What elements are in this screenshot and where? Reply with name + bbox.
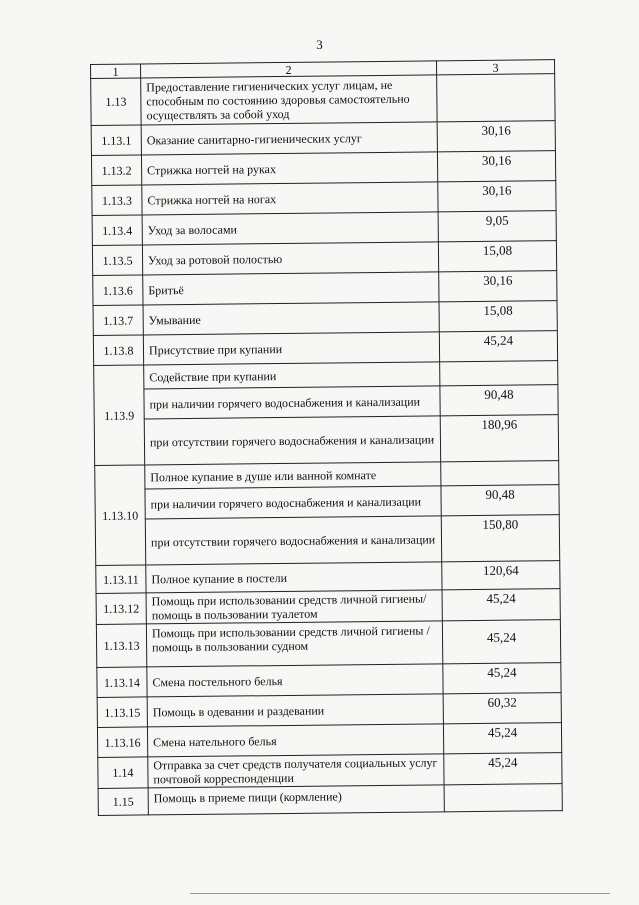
row-name: Содействие при купании [144, 362, 440, 389]
row-price: 9,05 [438, 211, 556, 242]
table-row [93, 301, 557, 336]
row-name: Умывание [143, 302, 439, 335]
row-name: Полное купание в душе или ванной комнате [145, 462, 441, 489]
row-price: 30,16 [437, 121, 555, 152]
row-code: 1.13.11 [96, 565, 146, 594]
subrow-price: 180,96 [440, 415, 558, 462]
row-price: 45,24 [444, 753, 562, 785]
row-price: 120,64 [442, 561, 560, 590]
row-code: 1.13.10 [95, 465, 146, 566]
services-table-wrapper [90, 59, 562, 816]
page-number: 3 [316, 37, 323, 52]
header-col-3: 3 [436, 60, 554, 75]
table-row [91, 121, 555, 156]
row-code: 1.14 [98, 757, 148, 789]
row-name: Помощь при использовании средств личной гигиены / помощь в пользовании судном [146, 621, 442, 667]
row-price: 45,24 [442, 589, 560, 621]
row-name: Бритьё [143, 272, 439, 305]
subrow-name: при отсутствии горячего водоснабжения и канализации [144, 416, 440, 465]
row-code: 1.13.5 [92, 245, 142, 276]
row-code: 1.13.13 [96, 624, 146, 668]
table-row [92, 211, 556, 246]
table-row [91, 74, 555, 126]
subrow-name: при отсутствии горячего водоснабжения и канализации [145, 516, 441, 565]
subrow-name: при наличии горячего водоснабжения и канализации [145, 486, 441, 519]
row-price: 30,16 [437, 151, 555, 182]
row-name: Уход за волосами [142, 212, 438, 245]
row-name: Уход за ротовой полостью [142, 242, 438, 275]
row-code: 1.13.12 [96, 593, 146, 625]
table-row [97, 723, 561, 758]
row-price: 45,24 [442, 620, 560, 664]
row-code: 1.15 [98, 788, 148, 816]
subrow-price: 90,48 [440, 385, 558, 416]
row-name: Отправка за счет средств получателя социальных услуг почтовой корреспонденции [148, 754, 444, 788]
row-price [441, 461, 559, 486]
table-row [91, 151, 555, 186]
row-price [444, 784, 562, 812]
table-row [98, 784, 562, 816]
row-code: 1.13.2 [91, 155, 141, 186]
row-name: Стрижка ногтей на руках [141, 152, 437, 185]
row-name: Помощь в приеме пищи (кормление) [148, 785, 444, 815]
row-code: 1.13.9 [94, 365, 145, 466]
row-name: Помощь в одевании и раздевании [147, 694, 443, 727]
subrow-price: 90,48 [441, 485, 559, 516]
table-row [92, 181, 556, 216]
table-row [97, 693, 561, 728]
table-row [93, 331, 557, 366]
table-row [93, 271, 557, 306]
header-col-1: 1 [91, 64, 141, 79]
subrow-name: при наличии горячего водоснабжения и канализации [144, 386, 440, 419]
row-code: 1.13.6 [93, 275, 143, 306]
row-code: 1.13 [91, 78, 141, 126]
row-price: 45,24 [443, 723, 561, 754]
table-subrow [94, 415, 558, 466]
row-price: 30,16 [438, 181, 556, 212]
row-name: Смена нательного белья [147, 724, 443, 757]
row-name: Помощь при использовании средств личной гигиены/помощь в пользовании туалетом [146, 590, 442, 624]
row-name: Смена постельного белья [147, 664, 443, 697]
row-name: Стрижка ногтей на ногах [142, 182, 438, 215]
row-code: 1.13.3 [92, 185, 142, 216]
footer-divider [190, 893, 610, 894]
table-row [96, 589, 560, 625]
table-row [97, 663, 561, 698]
services-table [90, 59, 563, 816]
table-row [98, 753, 562, 789]
table-subrow [95, 515, 559, 566]
row-name: Оказание санитарно-гигиенических услуг [141, 122, 437, 155]
row-code: 1.13.1 [91, 125, 141, 156]
row-code: 1.13.15 [97, 697, 147, 728]
row-price [440, 361, 558, 386]
table-subrow [94, 385, 558, 420]
row-price: 45,24 [439, 331, 557, 362]
row-price: 60,32 [443, 693, 561, 724]
row-code: 1.13.8 [93, 335, 143, 366]
row-name: Присутствие при купании [143, 332, 439, 365]
row-code: 1.13.7 [93, 305, 143, 336]
row-price [437, 74, 555, 122]
row-price: 45,24 [443, 663, 561, 694]
table-row [92, 241, 556, 276]
header-col-2: 2 [141, 61, 437, 78]
row-code: 1.13.16 [97, 727, 147, 758]
row-code: 1.13.14 [97, 667, 147, 698]
row-name: Предоставление гигиенических услуг лицам, не способным по состоянию здоровья самостоятельно осуществлять за собой уход [141, 75, 437, 125]
table-subrow [95, 485, 559, 520]
row-code: 1.13.4 [92, 215, 142, 246]
subrow-price: 150,80 [441, 515, 559, 562]
table-row [96, 620, 560, 668]
row-price: 15,08 [439, 301, 557, 332]
row-name: Полное купание в постели [146, 562, 442, 593]
row-price: 15,08 [438, 241, 556, 272]
row-price: 30,16 [439, 271, 557, 302]
